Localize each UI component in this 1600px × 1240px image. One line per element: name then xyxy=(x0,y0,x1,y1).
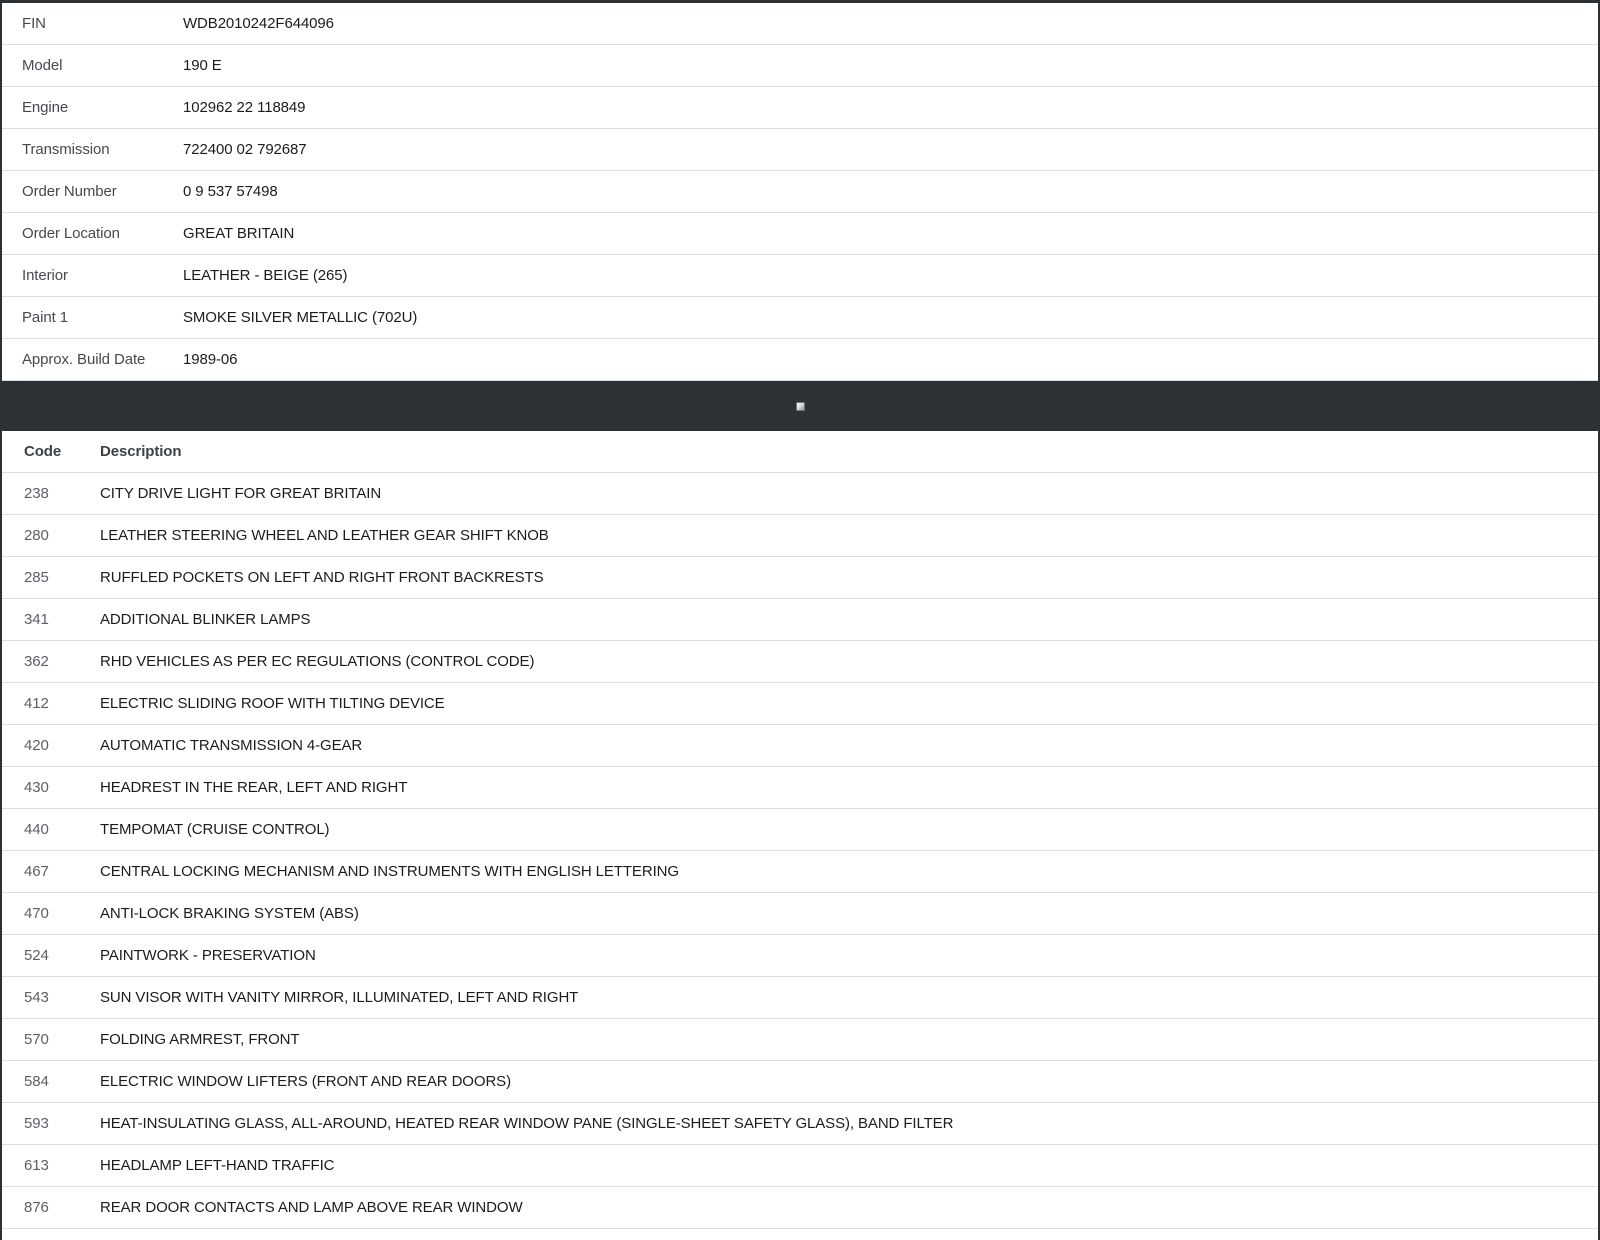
option-description: FOLDING ARMREST, FRONT xyxy=(100,1031,300,1048)
option-description: ELECTRIC WINDOW LIFTERS (FRONT AND REAR DOORS) xyxy=(100,1073,511,1090)
spec-label: Paint 1 xyxy=(22,309,68,326)
spec-label: Model xyxy=(22,57,63,74)
option-code: 341 xyxy=(24,611,49,628)
option-code-row xyxy=(2,767,1598,809)
option-code-row xyxy=(2,641,1598,683)
spec-value: GREAT BRITAIN xyxy=(183,225,295,242)
option-description: RUFFLED POCKETS ON LEFT AND RIGHT FRONT BACKRESTS xyxy=(100,569,544,586)
spec-value: 1989-06 xyxy=(183,351,238,368)
spec-label: Transmission xyxy=(22,141,110,158)
spec-label: Interior xyxy=(22,267,68,284)
spec-row xyxy=(2,87,1598,129)
spec-row xyxy=(2,255,1598,297)
option-code: 584 xyxy=(24,1073,49,1090)
spec-row xyxy=(2,339,1598,381)
option-description: HEADLAMP LEFT-HAND TRAFFIC xyxy=(100,1157,335,1174)
option-description: ELECTRIC SLIDING ROOF WITH TILTING DEVICE xyxy=(100,695,445,712)
option-code: 524 xyxy=(24,947,49,964)
option-code-row xyxy=(2,473,1598,515)
option-code-row xyxy=(2,935,1598,977)
option-code: 470 xyxy=(24,905,49,922)
option-code-row xyxy=(2,809,1598,851)
option-code: 238 xyxy=(24,485,49,502)
spec-value: WDB2010242F644096 xyxy=(183,15,334,32)
option-description: CITY DRIVE LIGHT FOR GREAT BRITAIN xyxy=(100,485,382,502)
option-description: ANTI-LOCK BRAKING SYSTEM (ABS) xyxy=(100,905,359,922)
option-code: 440 xyxy=(24,821,49,838)
option-code-row xyxy=(2,1103,1598,1145)
option-code-row xyxy=(2,557,1598,599)
option-code: 543 xyxy=(24,989,49,1006)
option-description: LEATHER STEERING WHEEL AND LEATHER GEAR SHIFT KNOB xyxy=(100,527,549,544)
codes-table-body xyxy=(2,473,1598,1229)
spec-row xyxy=(2,213,1598,255)
vehicle-spec-table xyxy=(2,3,1598,381)
option-code-row xyxy=(2,683,1598,725)
spec-row xyxy=(2,3,1598,45)
option-code: 285 xyxy=(24,569,49,586)
spec-label: Approx. Build Date xyxy=(22,351,146,368)
spec-value: SMOKE SILVER METALLIC (702U) xyxy=(183,309,418,326)
option-code: 467 xyxy=(24,863,49,880)
codes-table-header xyxy=(2,431,1598,473)
option-description: SUN VISOR WITH VANITY MIRROR, ILLUMINATED, LEFT AND RIGHT xyxy=(100,989,579,1006)
option-description: HEADREST IN THE REAR, LEFT AND RIGHT xyxy=(100,779,408,796)
option-code-row xyxy=(2,1061,1598,1103)
option-code: 570 xyxy=(24,1031,49,1048)
option-description: AUTOMATIC TRANSMISSION 4-GEAR xyxy=(100,737,363,754)
spec-row xyxy=(2,129,1598,171)
option-code: 362 xyxy=(24,653,49,670)
option-code: 593 xyxy=(24,1115,49,1132)
option-description: RHD VEHICLES AS PER EC REGULATIONS (CONTROL CODE) xyxy=(100,653,535,670)
spec-row xyxy=(2,171,1598,213)
option-code-row xyxy=(2,599,1598,641)
spec-label: Order Number xyxy=(22,183,117,200)
broken-image-icon xyxy=(796,402,805,411)
spec-label: Order Location xyxy=(22,225,120,242)
code-column-header: Code xyxy=(24,443,62,460)
option-code-row xyxy=(2,1187,1598,1229)
option-code: 430 xyxy=(24,779,49,796)
spec-value: 722400 02 792687 xyxy=(183,141,307,158)
option-code-row xyxy=(2,977,1598,1019)
option-code: 280 xyxy=(24,527,49,544)
option-code: 420 xyxy=(24,737,49,754)
spec-value: LEATHER - BEIGE (265) xyxy=(183,267,348,284)
option-description: REAR DOOR CONTACTS AND LAMP ABOVE REAR WINDOW xyxy=(100,1199,523,1216)
option-description: HEAT-INSULATING GLASS, ALL-AROUND, HEATED REAR WINDOW PANE (SINGLE-SHEET SAFETY GLASS), BAND FILTER xyxy=(100,1115,954,1132)
option-code-row xyxy=(2,1019,1598,1061)
spec-row xyxy=(2,45,1598,87)
spec-value: 190 E xyxy=(183,57,222,74)
option-description: TEMPOMAT (CRUISE CONTROL) xyxy=(100,821,330,838)
description-column-header: Description xyxy=(100,443,182,460)
option-description: ADDITIONAL BLINKER LAMPS xyxy=(100,611,311,628)
spec-label: FIN xyxy=(22,15,46,32)
option-code-row xyxy=(2,851,1598,893)
option-codes-table xyxy=(2,431,1598,1229)
option-code-row xyxy=(2,515,1598,557)
option-code-row xyxy=(2,893,1598,935)
option-code: 876 xyxy=(24,1199,49,1216)
option-code: 412 xyxy=(24,695,49,712)
spec-value: 102962 22 118849 xyxy=(183,99,306,116)
spec-label: Engine xyxy=(22,99,69,116)
spec-row xyxy=(2,297,1598,339)
divider-bar xyxy=(0,381,1600,431)
option-code: 613 xyxy=(24,1157,49,1174)
option-code-row xyxy=(2,725,1598,767)
option-code-row xyxy=(2,1145,1598,1187)
option-description: PAINTWORK - PRESERVATION xyxy=(100,947,316,964)
option-description: CENTRAL LOCKING MECHANISM AND INSTRUMENTS WITH ENGLISH LETTERING xyxy=(100,863,679,880)
spec-value: 0 9 537 57498 xyxy=(183,183,278,200)
